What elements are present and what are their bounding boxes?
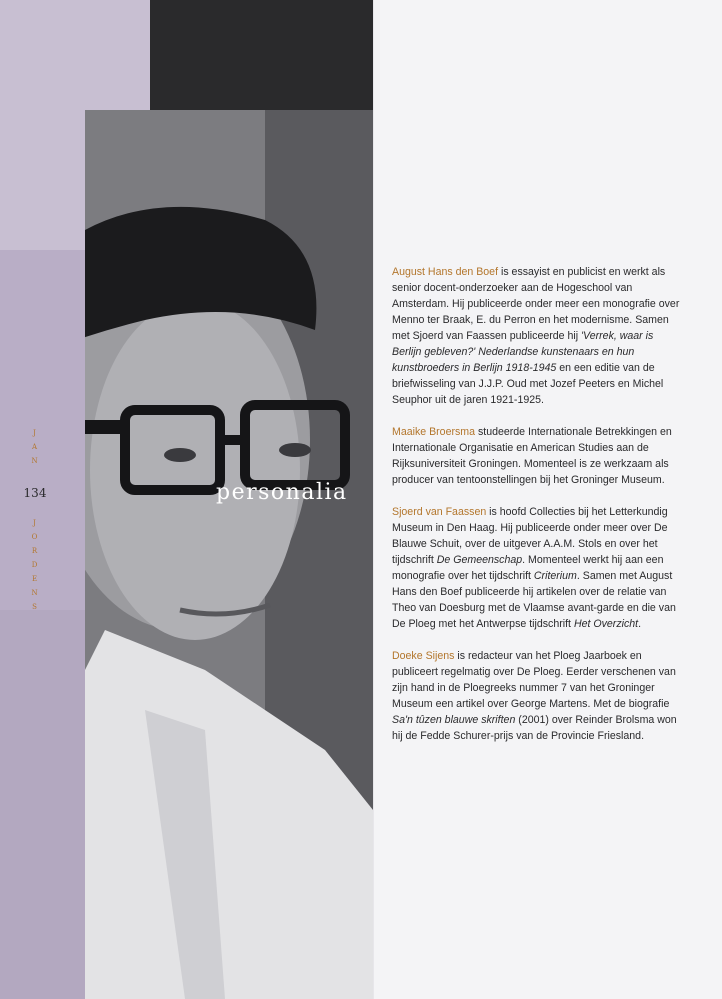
running-head-letter: D [31,561,39,569]
bio-paragraph [392,648,684,744]
running-head-letter: O [31,533,39,541]
bio-name: August Hans den Boef [392,266,499,278]
bio-text: (2001) over Reinder Brolsma won hij de Fedde Schurer-prijs van de Provincie Friesland. [392,714,677,742]
running-head-letter: N [31,589,39,597]
biographies [392,264,684,760]
bio-text: . [638,618,642,630]
bio-text: studeerde Internationale Betrekkingen en Internationale Organisatie en American Studies aan de Rijksuniversiteit Groningen. Momenteel is ze werkzaam als producer van tentoonstellingen bij het Groninger Museum. [392,426,672,486]
portrait-illustration [85,110,373,999]
running-head-first-name [28,426,42,468]
running-head-letter: E [31,575,39,583]
bio-title-italic: Het Overzicht [573,618,639,630]
running-head-letter: J [33,519,37,527]
bio-paragraph [392,264,684,408]
bio-paragraph [392,424,684,488]
column-divider [373,0,374,999]
bio-text: . Momenteel werkt hij aan een monografie over het tijdschrift [392,554,664,582]
running-head-letter: N [31,457,39,465]
bio-title-italic: 'Verrek, waar is Berlijn gebleven?' Nederlandse kunstenaars en hun kunstbroeders in Berlijn 1918-1945 [392,330,654,374]
bio-title-italic: Sa'n tûzen blauwe skriften [392,714,516,726]
bio-name: Maaike Broersma [392,426,476,438]
bio-name: Sjoerd van Faassen [392,506,487,518]
running-head-letter: S [32,603,38,611]
bio-title-italic: De Gemeenschap [436,554,523,566]
running-head-letter: R [31,547,39,555]
dark-block-top [150,0,373,110]
bio-text: is hoofd Collecties bij het Letterkundig Museum in Den Haag. Hij publiceerde onder meer over De Blauwe Schuit, over de uitgever A.A.M. Stols en over het tijdschrift [392,506,668,566]
bio-text: is essayist en publicist en werkt als senior docent-onderzoeker aan de Hogeschool van Amsterdam. Hij publiceerde onder meer een monografie over Menno ter Braak, E. du Perron en het modernisme. Samen met Sjoerd van Faassen publiceerde hij [392,266,680,342]
running-head-letter: A [31,443,39,451]
bio-title-italic: Criterium [533,570,577,582]
running-head-letter: J [33,429,37,437]
bio-text: en een editie van de briefwisseling van J.J.P. Oud met Jozef Peeters en Michel Seuphor uit de jaren 1921-1925. [392,362,664,406]
portrait-photo [85,110,373,999]
page-number: 134 [23,486,47,500]
page-title: personalia [216,480,348,505]
bio-name: Doeke Sijens [392,650,455,662]
bio-text: . Samen met August Hans den Boef publiceerde hij artikelen over de relatie van Theo van Doesburg met de Vlaamse avant-garde en die van De Ploeg met het Antwerpse tijdschrift [392,570,676,630]
bio-text: is redacteur van het Ploeg Jaarboek en publiceert regelmatig over De Ploeg. Eerder verschenen van zijn hand in de Ploegreeks nummer 7 van het Groninger Museum een artikel over George Martens. Met de biografie [392,650,676,710]
running-head-last-name [28,516,42,614]
bio-paragraph [392,504,684,632]
